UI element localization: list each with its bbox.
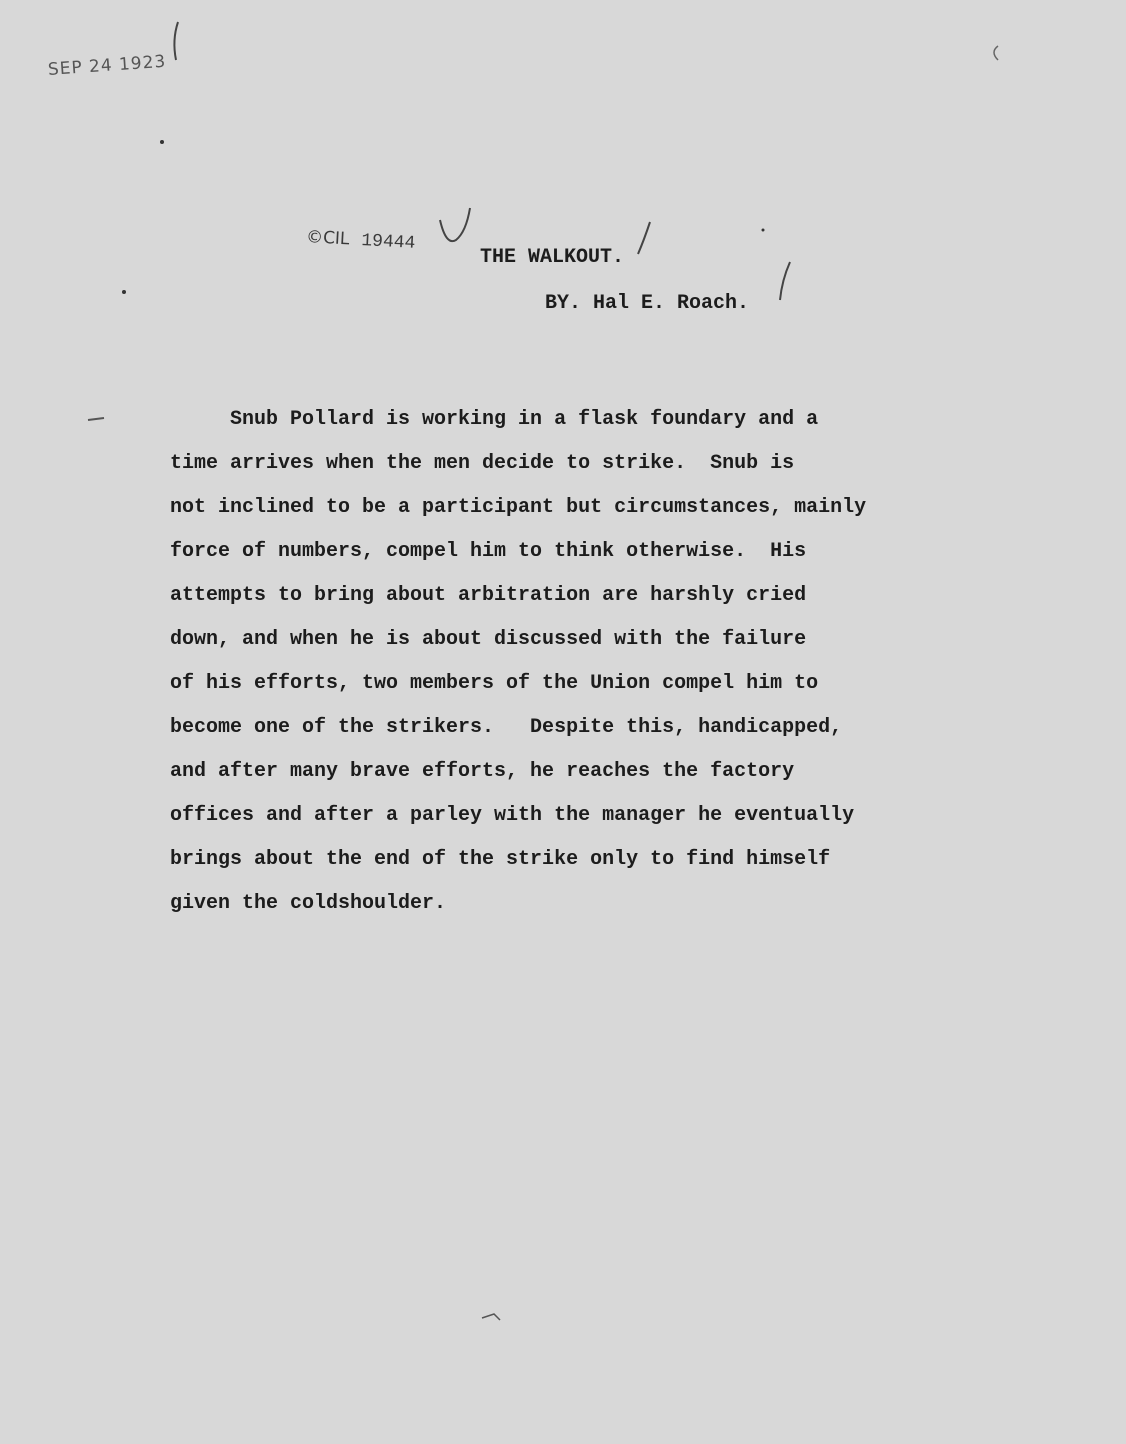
synopsis-line: given the coldshoulder. [170,892,447,915]
synopsis-paragraph [170,398,970,926]
synopsis-line: down, and when he is about discussed with the failure [170,628,807,651]
synopsis-line: of his efforts, two members of the Union compel him to [170,672,819,695]
pencil-tick-mark-stamp [174,22,178,60]
paper-smudge [88,418,104,420]
copyright-registration-number [306,227,416,254]
pencil-tick-mark-byline [780,262,790,300]
registration-number: 19444 [360,231,416,254]
paper-speck [762,229,765,232]
paper-smudge [482,1314,500,1320]
document-title: THE WALKOUT. [480,246,625,269]
synopsis-line: and after many brave efforts, he reaches the factory [170,760,795,783]
paper-speck [160,140,164,144]
synopsis-line: become one of the strikers. Despite this, handicapped, [170,716,843,739]
synopsis-line: brings about the end of the strike only to find himself [170,848,831,871]
synopsis-line: Snub Pollard is working in a flask foundary and a [170,408,819,431]
received-date-stamp: SEP 24 1923 [47,51,167,80]
synopsis-line: time arrives when the men decide to strike. Snub is [170,452,795,475]
synopsis-line: not inclined to be a participant but circumstances, mainly [170,496,867,519]
synopsis-line: force of numbers, compel him to think otherwise. His [170,540,807,563]
pencil-tick-mark-title [638,222,650,254]
synopsis-line: attempts to bring about arbitration are harshly cried [170,584,807,607]
paper-speck [122,290,126,294]
registration-prefix: ©CIL [305,227,350,250]
pencil-tick-mark-corner [994,46,998,60]
author-byline: BY. Hal E. Roach. [545,292,750,315]
pencil-check-mark-number [440,208,470,241]
synopsis-line: offices and after a parley with the manager he eventually [170,804,855,827]
